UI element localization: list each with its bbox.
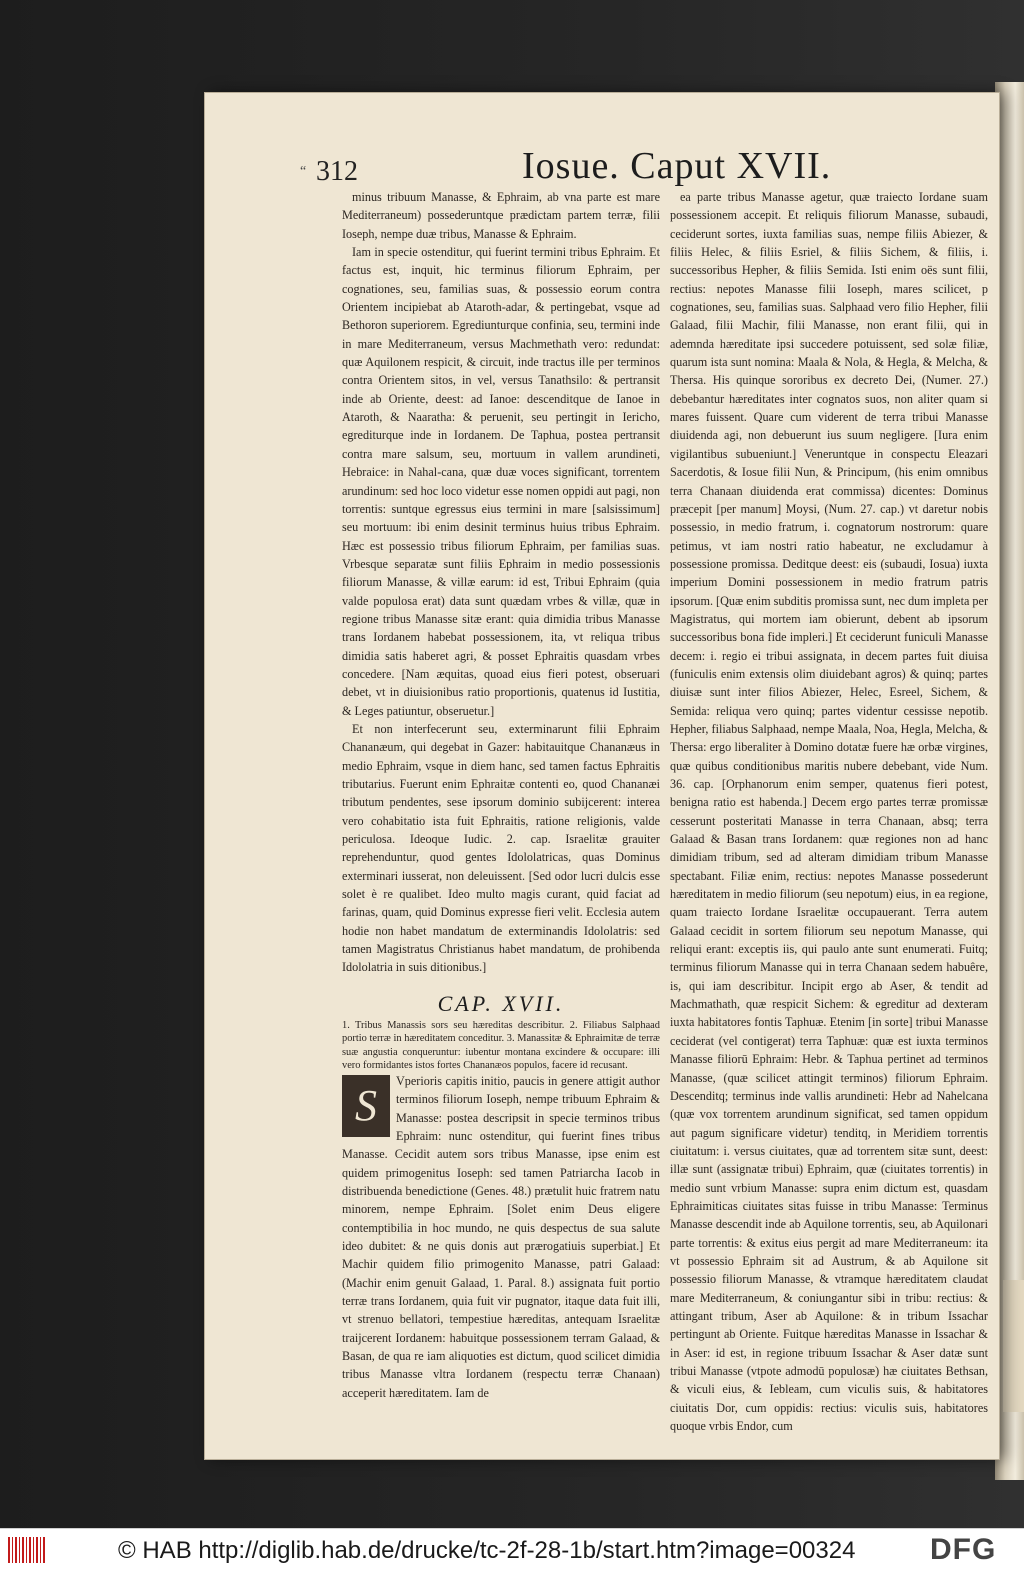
left-column — [342, 188, 660, 1402]
page-number: 312 — [316, 156, 358, 187]
right-column — [670, 188, 988, 1435]
chapter-opening — [342, 1072, 660, 1402]
running-head: Iosue. Caput XVII. — [522, 145, 832, 187]
dfg-logo: DFG — [930, 1533, 997, 1566]
left-paragraph-1: minus tribuum Manasse, & Ephraim, ab vna parte est mare Mediterraneum) possederuntque prædictam partem terræ, filii Ioseph, nempe duæ tribus, Manasse & Ephraim. — [342, 190, 660, 241]
chapter-summary: 1. Tribus Manassis sors seu hæreditas describitur. 2. Filiabus Salphaad portio terræ in hæreditatem conceditur. 3. Manassitæ & Ephraimitæ de terræ suæ angustia conqueruntur: iubentur montana excindere & occupare: illi vero formidantes istos fortes Chananæos populos, facere id recusant. — [342, 1020, 660, 1071]
left-paragraph-3: Et non interfecerunt seu, exterminarunt filii Ephraim Chananæum, qui degebat in Gazer: habitauitque Chananæus in medio Ephraim, vsque in diem hanc, sed tamen factus Ephraitis tributarius. Fuerunt enim Ephraitæ contenti eo, quod Chananæi tributum pendentes, sese ipsorum dominio subijcerent: interea vero cohabitatio ista fuit Ephraitis, ratione religionis, valde periculosa. Ideoque Iudic. 2. cap. Israelitæ grauiter reprehenduntur, quod gentes Idololatricas, quas Dominus exterminari iusserat, non deleuissent. [Sed odor lucri dulcis esse solet è re qualibet. Ideo multo magis curant, quid faciat ad farinas, quam, quid Dominus expresse fieri velit. Ecclesia autem hodie non habet mandatum de exterminandis Idololatris: sed tamen Magistratus Christianus habet mandatum, de prohibenda Idololatria in suis ditionibus.] — [342, 721, 660, 975]
hab-barcode-icon — [8, 1537, 46, 1563]
margin-mark: “ — [300, 164, 307, 179]
page-edge-tab — [1003, 1280, 1024, 1412]
page-header — [204, 144, 1000, 190]
decorated-initial-icon: S — [342, 1075, 390, 1137]
viewer-footer — [0, 1528, 1024, 1571]
book-page — [204, 92, 1000, 1460]
right-paragraph-1: ea parte tribus Manasse agetur, quæ traiecto Iordane suam possessionem accepit. Et reliquis filiorum Manasse, subaudi, ceciderunt sortes, iuxta familias suas, nempe filiis Abiezer, & filiis Helec, & filiis Esriel, & filiis Sichem, & filiis, i. successoribus Hepher, & filiis Semida. Isti enim oës sunt filii, rectius: nepotes Manasse filii Ioseph, mares scilicet, p cognationes, seu, familias suas. Salphaad vero filio Hepher, filii Galaad, filii Machir, filii Manasse, non erant filii, qui in ademnda hæreditate ipsi succedere potuissent, sed solæ filiæ, quarum ista sunt nomina: Maala & Nola, & Hegla, & Melcha, & Thersa. His quinque sororibus ex decreto Dei, (Numer. 27.) debebantur hæreditates inter cognatos suos, non aliter quam si mares fuissent. Quare cum viderent de terra tribui Manasse diuidenda agi, non debuerunt ius suum negligere. [Iura enim vigilantibus subueniunt.] Veneruntque in conspectu Eleazari Sacerdotis, & Iosue filii Nun, & Principum, (his enim omnibus terra Chanaan diuidenda erat commissa) dicentes: Dominus præcepit [per manum] Moysi, (Num. 27. cap.) vt daretur nobis possessio, in medio fratrum, i. cognatorum nostrorum: quare petimus, vt iam nostri ratio habeatur, ne excludamur à possessione promissa. Deditque deest: eis (subaudi, Iosua) iuxta imperium Domini possessionem in medio fratrum patris ipsorum. [Quæ enim subditis promissa sunt, nec dum impleta per Magistratus, qui mortem iam obierunt, debent ab ipsorum successoribus bona fide impleri.] Et ceciderunt funiculi Manasse decem: i. regio ei tribui assignata, in decem partes fuit diuisa (funiculis enim extensis olim diuidebant agros) & quinq; partes diuisæ sunt inter filios Abiezer, Helec, Esreel, Sichem, & Semida: reliqua vero quinq; partes videntur cessisse nepotib. Hepher, filiabus Salphaad, nempe Maala, Noa, Hegla, Melcha, & Thersa: ergo liberaliter à Domino dotatæ fuere hæ orbæ virgines, quæ quibus conditionibus maritis nubere debebant, vide Num. 36. cap. [Orphanorum enim semper, quatenus fieri potest, benigna ratio est habenda.] Decem ergo partes terræ promissæ cesserunt posteritati Manasse in terra Chanaan, absq; terra Galaad & Basan trans Iordanem: quæ regiones non ad hanc dimidiam tribum, sed ad alteram dimidiam tribum Manasse spectabant. Filiæ enim, rectius: nepotes Manasse possederunt hæreditatem in medio filiorum (seu nepotum) eius, in ea regione, quam traiecto Iordane Israelitæ occupauerant. Terra autem Galaad cecidit in sortem filiorum seu nepotum Manasse, qui reliqui erant: exceptis iis, qui paulo ante sunt enumerati. Fuitq; terminus filiorum Manasse qui in terra Chanaan sedem habuêre, is, qui iam describitur. Incipit ergo ab Aser, & tendit ad Machmathath, quæ respicit Sichem: & egreditur ad dexteram iuxta habitatores fontis Taphuæ. Etenim [in sorte] tribui Manasse ceciderat (vel contigerat) terra Taphuæ: quæ est iuxta terminos Manasse filiorū Ephraim: Hebr. & Taphua pertinet ad terminos Manasse, (quæ scilicet attingit terminos) filiorum Ephraim. Descenditq; terminus inde vallis arundineti: Hebr ad Nahelcana (quæ vox torrentem arundinum significat, sed tamen oppidum aut pagum significare videtur) tenditq, in Meridiem torrentis ciuitatum: i. versus ciuitates, quæ ad torrentem sitæ sunt, deest: illæ sunt (assignatæ tribui) Ephraim, quæ (ciuitates torrentis) in medio sunt vrbium Manasse: supra enim dictum est, quasdam Ephraimiticas ciuitates sitas fuisse in tribu Manasse: Terminus Manasse descendit inde ab Aquilone torrentis, seu, ab Aquilonari parte torrentis: & exitus eius pergit ad mare Mediterraneum: ita vt possessio Ephraim sit ad Austrum, & ab Aquilone sit possessio filiorum Manasse, & vtramque hæreditatem claudat mare Mediterraneum, & coniungantur sibi in tribu: rectius: & attingant tribum, Aser ab Aquilone: & in tribum Issachar pertingunt ab Oriente. Fuitque hæreditas Manasse in Issachar & in Aser: id est, in regione tribuum Issachar & Aser datæ sunt tribui Manasse (vtpote admodū populosæ) hæ ciuitates Bethsan, & viculi eius, & Iebleam, cum viculis suis, & habitatores ciuitatis Dor, cum oppidis: rectius: viculis suis, habitatores quoque vrbis Endor, cum — [670, 190, 988, 1434]
opening-paragraph: Vperioris capitis initio, paucis in genere attigit author terminos filiorum Ioseph, nempe tribuum Ephraim & Manasse: postea descripsit in specie terminos tribus Ephraim: nunc ostenditur, qui fuerint fines tribus Manasse. Cecidit autem sors tribus Manasse, ipse enim est quidem primogenitus Ioseph: sed tamen Patriarcha Iacob in distribuenda benedictione (Genes. 48.) prætulit huic fratrem natu minorem, nempe Ephraim. [Solet enim Deus eligere contemptibilia in hoc mundo, ne quis despectus de sua salute ideo dubitet: & ne quis donis aut prærogatiuis superbiat.] Et Machir quidem filio primogenito Manasse, patri Galaad: (Machir enim genuit Galaad, 1. Paral. 8.) assignata fuit portio terræ trans Iordanem, quia fuit vir pugnator, itaque data fuit illi, vt strenuo bellatori, tempestiue hæreditas, antequam Israelitæ traijcerent Iordanem: habuitque possessionem terram Galaad, & Basan, de qua re iam aliquoties est dictum, quod scilicet dimidia tribus Manasse vltra Iordanem (respectu terræ Chanaan) acceperit hæreditatem. Iam de — [342, 1073, 660, 1400]
copyright-url-link[interactable]: © HAB http://diglib.hab.de/drucke/tc-2f-28-1b/start.htm?image=00324 — [118, 1537, 856, 1564]
chapter-heading: CAP. XVII. — [437, 990, 565, 1016]
left-paragraph-2: Iam in specie ostenditur, qui fuerint termini tribus Ephraim. Et factus est, inquit, hic terminus filiorum Ephraim, per cognationes, seu, familias suas, & possessio eorum contra Orientem incipiebat ab Ataroth-adar, & pertingebat, vsque ad Bethoron superiorem. Egrediunturque confinia, seu, termini inde in mare Mediterraneum, versus Machmethath vero: redundat: quæ Aquilonem respicit, & circuit, inde tractus ille per terminos contra Orientem sitos, in vel, versus Tanathsilo: & pertransit inde ab Oriente, deest: ad Ianoe: descenditque de Ianoe in Ataroth, & Naaratha: & peruenit, seu pertingit in Iericho, egrediturque inde in Iordanem. De Taphua, postea pertransit contra mare salsum, seu, mortuum in vallem arundineti, Hebraice: in Nahal-cana, quæ duæ voces significant, torrentem arundinum: sed hoc loco videtur esse nomen oppidi aut pagi, non torrentis: suntque egressus eius termini in mare [salsissimum] seu mortuum: ibi enim desinit terminus huius tribus Ephraim. Hæc est possessio tribus filiorum Ephraim, per familias suas. Vrbesque separatæ sunt filiis Ephraim in medio possessionis filiorum Manasse, & villæ earum: id est, Tribui Ephraim (quia valde populosa erat) data sunt quædam vrbes & villæ, quæ in regione tribus Manasse sitæ erant: quia dimidia tribus Manasse trans Iordanem habebat possessionem, ita, vt reliqua tribus dimidia satis haberet agri, & posset Ephraitis quasdam vrbes concedere. [Nam æquitas, quoad eius fieri potest, obseruari debet, vt in diuisionibus ratio proportionis, quatenus id Iustitia, & Leges patiuntur, obseruetur.] — [342, 245, 660, 718]
